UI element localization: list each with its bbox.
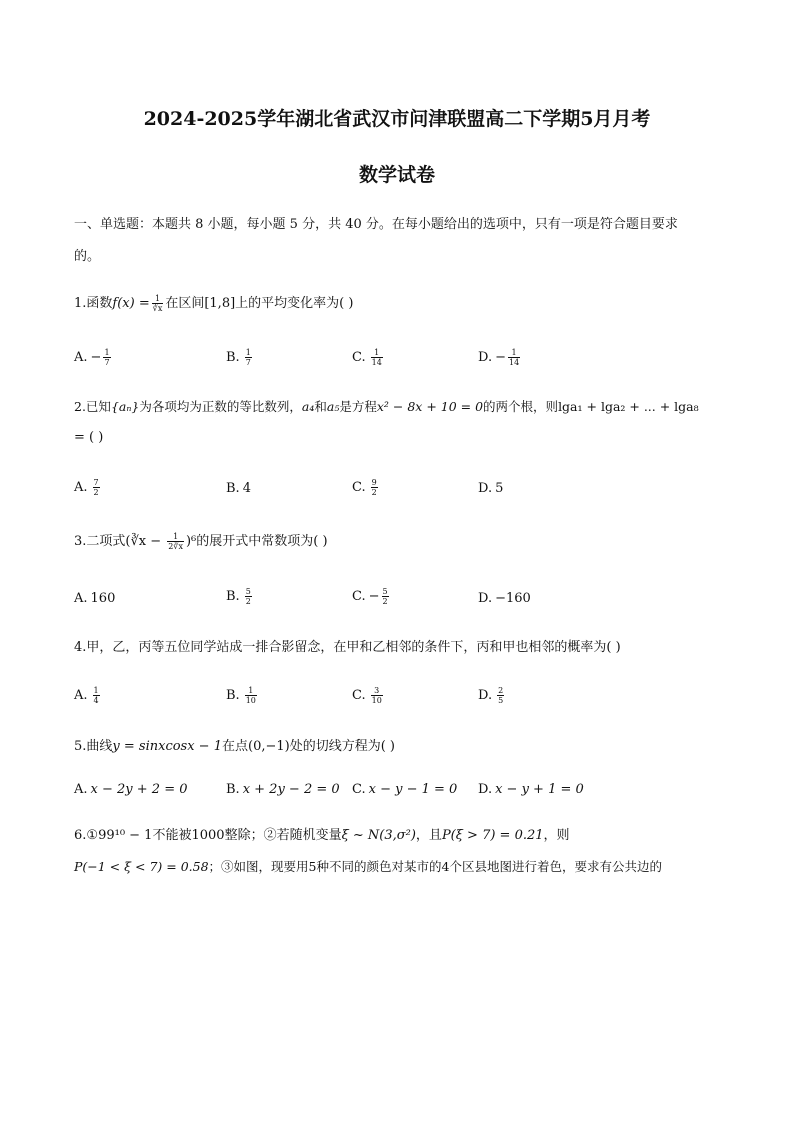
q2-option-b: [226, 481, 251, 496]
q3-expr-b: )⁶: [185, 534, 197, 549]
q1-option-d: [478, 348, 522, 367]
question-3: [74, 532, 328, 552]
q1-option-b: [226, 348, 254, 367]
q2-text-a: 2.已知: [74, 399, 111, 414]
q6-text-c: 整除；②若随机变量: [224, 828, 342, 843]
q5-option-b: [226, 782, 340, 797]
q4-option-b: [226, 686, 259, 705]
option-label: D.: [478, 591, 493, 606]
option-fraction: [93, 478, 100, 497]
q1-mid: 在区间: [165, 296, 205, 311]
q5-mid: 在点: [221, 739, 248, 754]
option-label: C.: [352, 688, 366, 703]
option-fraction: [103, 348, 110, 367]
q6-number-5: 5: [308, 859, 317, 874]
frac-num: 1: [245, 686, 257, 696]
exam-subtitle: 数学试卷: [358, 164, 435, 186]
option-sign: −: [495, 350, 506, 365]
q4-option-a: [74, 686, 102, 705]
q6-text-b: 不能被: [152, 828, 192, 843]
q5-option-a: [74, 782, 188, 797]
frac-num: 1: [167, 532, 184, 542]
option-fraction: [371, 686, 383, 705]
q2-option-c: [352, 478, 380, 497]
q6-probability-2: P(−1 < ξ < 7) = 0.58: [74, 859, 209, 874]
q6-number-4: 4: [441, 859, 450, 874]
frac-den: 10: [245, 696, 256, 705]
q2-option-d: [478, 481, 503, 496]
frac-num: 1: [245, 348, 251, 357]
q2-sequence: {aₙ}: [110, 399, 140, 414]
option-value: x − 2y + 2 = 0: [90, 782, 188, 797]
q6-text-d: ，且: [415, 828, 442, 843]
q2-and: 和: [314, 399, 327, 414]
exam-title: 2024-2025学年湖北省武汉市问津联盟高二下学期5月月考: [143, 108, 651, 130]
q2-a4: a₄: [301, 399, 315, 414]
option-fraction: [245, 686, 257, 705]
q6-probability: P(ξ > 7) = 0.21: [441, 828, 544, 843]
option-value: x − y − 1 = 0: [368, 782, 458, 797]
frac-den: 7: [245, 358, 251, 367]
question-6: [74, 826, 570, 846]
option-value: 4: [242, 481, 251, 496]
q3-option-b: [226, 587, 254, 606]
option-label: B.: [226, 481, 240, 496]
option-label: D.: [478, 481, 493, 496]
option-label: C.: [352, 782, 366, 797]
q6-text-e: ，则: [543, 828, 570, 843]
frac-den: 2: [371, 488, 377, 497]
q6-text-h: 个区县地图进行着色，要求有公共边的: [449, 859, 662, 874]
frac-den: 4: [93, 696, 99, 705]
frac-den: 10: [371, 696, 382, 705]
option-fraction: [497, 686, 504, 705]
option-label: A.: [74, 782, 88, 797]
question-5: [74, 737, 395, 757]
q2-text-d: 的两个根，则: [483, 399, 559, 414]
q3-option-c: [352, 587, 391, 606]
q2-text-b: 为各项均为正数的等比数列，: [139, 399, 302, 414]
frac-den: 2: [382, 597, 388, 606]
q1-interval: [1,8]: [204, 296, 236, 311]
option-label: C.: [352, 589, 366, 604]
option-label: B.: [226, 688, 240, 703]
option-label: A.: [74, 688, 88, 703]
frac-den: 7: [104, 358, 110, 367]
q6-text-a: 6.①: [74, 828, 99, 843]
option-fraction: [382, 587, 389, 606]
question-1: [74, 294, 353, 314]
q3-suffix: 的展开式中常数项为( ): [196, 534, 328, 549]
q2-equation: x² − 8x + 10 = 0: [376, 399, 484, 414]
frac-num: 2: [498, 686, 504, 695]
frac-num: 1: [508, 348, 520, 358]
q1-prefix: 1.函数: [74, 296, 113, 311]
option-fraction: [371, 478, 378, 497]
q4-option-d: [478, 686, 506, 705]
q1-option-c: [352, 348, 385, 367]
frac-den: 5: [498, 696, 504, 705]
frac-den: 2∛x: [168, 542, 183, 551]
q1-function: f(x) =: [112, 296, 150, 311]
option-fraction: [508, 348, 520, 367]
q3-expr-a: (∛x −: [125, 534, 166, 549]
option-fraction: [245, 348, 252, 367]
q2-answer-blank: = ( ): [74, 430, 104, 445]
frac-num: 7: [93, 478, 99, 487]
option-value: 160: [90, 591, 116, 606]
option-label: D.: [478, 350, 493, 365]
q2-a5: a₅: [326, 399, 340, 414]
option-sign: −: [90, 350, 102, 365]
option-label: B.: [226, 350, 240, 365]
q5-option-c: [352, 782, 457, 797]
option-value: 5: [495, 481, 504, 496]
option-label: C.: [352, 350, 366, 365]
frac-den: 2: [245, 597, 251, 606]
q1-frac-den: ∛x: [152, 304, 163, 313]
frac-num: 1: [104, 348, 110, 357]
q6-number: 1000: [191, 828, 225, 843]
frac-den: 2: [93, 488, 99, 497]
q3-option-a: [74, 591, 115, 606]
frac-num: 1: [93, 686, 99, 695]
frac-den: 14: [371, 358, 382, 367]
q3-prefix: 3.二项式: [74, 534, 126, 549]
q3-option-d: [478, 591, 531, 606]
q2-log-sum: lga₁ + lga₂ + ... + lga₈: [558, 399, 699, 414]
q2-option-a: [74, 478, 102, 497]
q5-prefix: 5.曲线: [74, 739, 113, 754]
option-fraction: [245, 587, 252, 606]
q6-distribution: ξ ~ N(3,σ²): [341, 828, 416, 843]
option-fraction: [93, 686, 100, 705]
q6-expression: 99¹⁰ − 1: [98, 828, 153, 843]
frac-num: 3: [371, 686, 383, 696]
option-label: D.: [478, 688, 493, 703]
q1-suffix: 上的平均变化率为( ): [235, 296, 354, 311]
option-value: x + 2y − 2 = 0: [242, 782, 340, 797]
question-4: 4.甲，乙，丙等五位同学站成一排合影留念，在甲和乙相邻的条件下，丙和甲也相邻的概率为( ): [74, 640, 621, 655]
option-label: A.: [74, 591, 88, 606]
frac-num: 1: [371, 348, 383, 358]
section-heading-cont: 的。: [74, 249, 101, 264]
q5-point: (0,−1): [248, 739, 290, 754]
q5-option-d: [478, 782, 584, 797]
option-label: D.: [478, 782, 493, 797]
frac-den: 14: [509, 358, 520, 367]
frac-num: 5: [382, 587, 388, 596]
q6-text-g: 种不同的颜色对某市的: [316, 859, 442, 874]
section-heading: 一、单选题：本题共 8 小题，每小题 5 分，共 40 分。在每小题给出的选项中，只有一项是符合题目要求: [74, 217, 678, 232]
frac-num: 5: [245, 587, 251, 596]
option-fraction: [371, 348, 383, 367]
q6-text-f: ；③如图，现要用: [208, 859, 309, 874]
frac-num: 9: [371, 478, 377, 487]
option-sign: −: [368, 589, 380, 604]
question-2: [74, 397, 699, 417]
q1-fraction: [152, 294, 164, 313]
option-label: C.: [352, 480, 366, 495]
q4-option-c: [352, 686, 385, 705]
q5-curve: y = sinxcosx − 1: [112, 739, 222, 754]
option-value: x − y + 1 = 0: [495, 782, 584, 797]
option-value: −160: [495, 591, 531, 606]
option-label: B.: [226, 782, 240, 797]
question-6-cont: [74, 857, 662, 877]
q1-option-a: [74, 348, 113, 367]
q3-fraction: [167, 532, 184, 551]
option-label: A.: [74, 350, 88, 365]
option-label: A.: [74, 480, 88, 495]
q5-suffix: 处的切线方程为( ): [289, 739, 395, 754]
option-label: B.: [226, 589, 240, 604]
q1-frac-num: 1: [152, 294, 164, 304]
q2-text-c: 是方程: [339, 399, 377, 414]
